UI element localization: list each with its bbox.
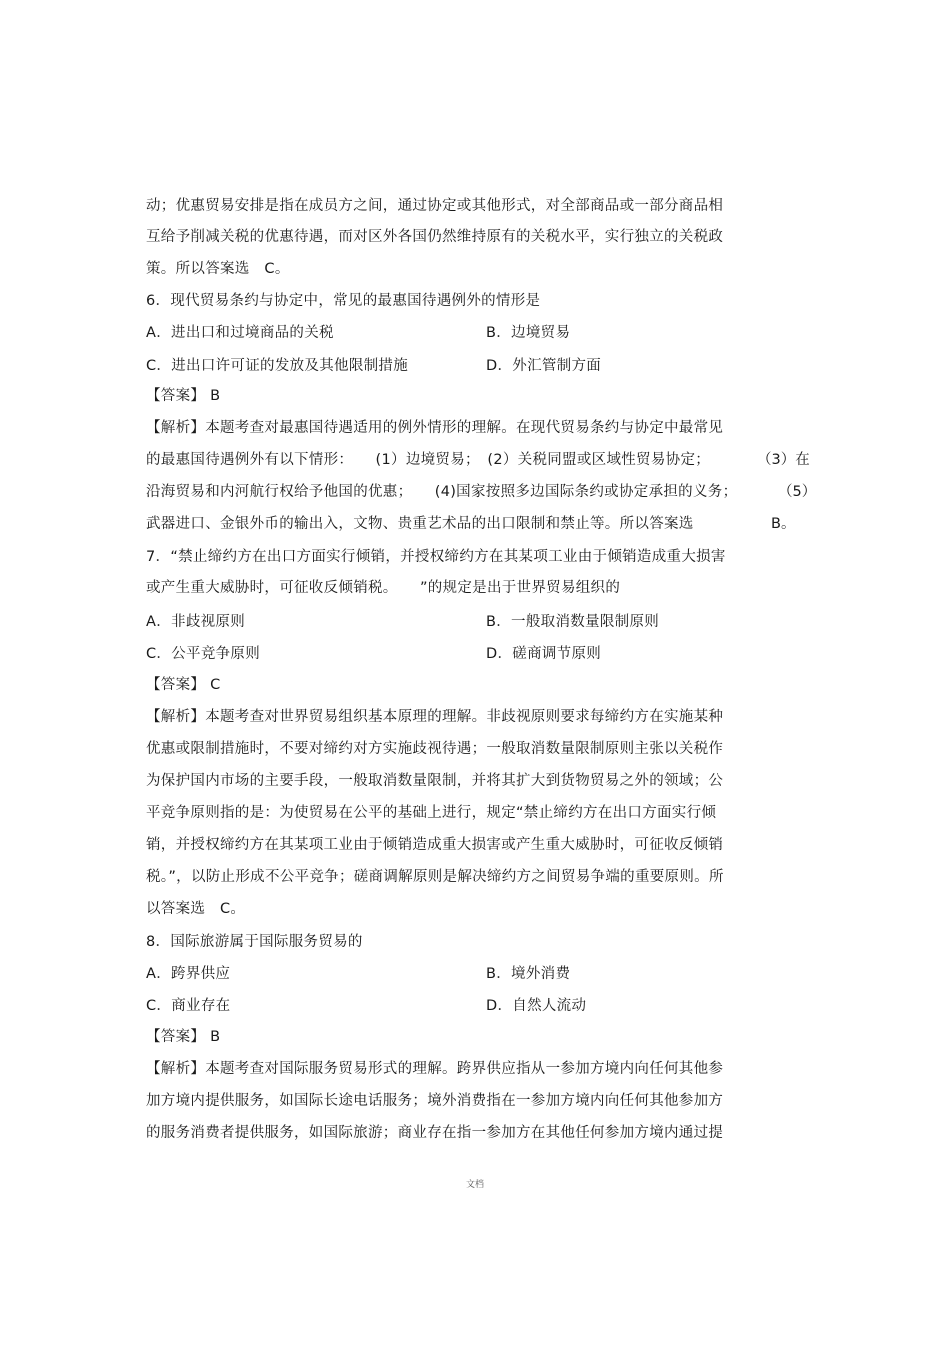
analysis-6-line: 的最惠国待遇例外有以下情形： (1）边境贸易； (2）关税同盟或区域性贸易协定；: [146, 452, 711, 468]
answer-7: 【答案】 C: [146, 677, 221, 693]
option-8a: A．跨界供应: [146, 966, 231, 982]
analysis-7-line: 税。”，以防止形成不公平竞争；磋商调解原则是解决缔约方之间贸易争端的重要原则。所: [146, 869, 724, 885]
text-line: 动；优惠贸易安排是指在成员方之间，通过协定或其他形式，对全部商品或一部分商品相: [146, 198, 724, 214]
analysis-6-line: 沿海贸易和内河航行权给予他国的优惠； (4)国家按照多边国际条约或协定承担的义务；: [146, 484, 738, 500]
option-8d: D．自然人流动: [486, 998, 587, 1014]
analysis-7-line: 为保护国内市场的主要手段，一般取消数量限制，并将其扩大到货物贸易之外的领域；公: [146, 773, 724, 789]
answer-8: 【答案】 B: [146, 1029, 221, 1045]
option-6c: C．进出口许可证的发放及其他限制措施: [146, 358, 409, 374]
answer-6: 【答案】 B: [146, 388, 221, 404]
option-8b: B．境外消费: [486, 966, 571, 982]
text-line: 互给予削减关税的优惠待遇，而对区外各国仍然维持原有的关税水平，实行独立的关税政: [146, 229, 724, 245]
option-7a: A．非歧视原则: [146, 614, 246, 630]
analysis-8-line: 的服务消费者提供服务，如国际旅游；商业存在指一参加方在其他任何参加方境内通过提: [146, 1125, 724, 1141]
analysis-8-line: 加方境内提供服务，如国际长途电话服务；境外消费指在一参加方境内向任何其他参加方: [146, 1093, 724, 1109]
text-line: 策。所以答案选 C。: [146, 261, 290, 277]
option-6a: A．进出口和过境商品的关税: [146, 325, 334, 341]
analysis-6-tail: （5）: [778, 484, 817, 500]
analysis-6-tail: B。: [771, 516, 796, 532]
analysis-7-line: 优惠或限制措施时，不要对缔约对方实施歧视待遇；一般取消数量限制原则主张以关税作: [146, 741, 724, 757]
option-6d: D．外汇管制方面: [486, 358, 602, 374]
analysis-7-line: 销，并授权缔约方在其某项工业由于倾销造成重大损害或产生重大威胁时，可征收反倾销: [146, 837, 724, 853]
analysis-7-line: 以答案选 C。: [146, 901, 246, 917]
analysis-7-line: 【解析】本题考查对世界贸易组织基本原理的理解。非歧视原则要求每缔约方在实施某种: [146, 709, 724, 725]
option-7c: C．公平竞争原则: [146, 646, 261, 662]
question-7: 或产生重大威胁时，可征收反倾销税。 ”的规定是出于世界贸易组织的: [146, 580, 621, 596]
question-8: 8．国际旅游属于国际服务贸易的: [146, 934, 363, 950]
option-6b: B．边境贸易: [486, 325, 571, 341]
analysis-6-line: 武器进口、金银外币的输出入，文物、贵重艺术品的出口限制和禁止等。所以答案选: [146, 516, 694, 532]
page-footer: 文档: [465, 1180, 484, 1190]
analysis-6-line: 【解析】本题考查对最惠国待遇适用的例外情形的理解。在现代贸易条约与协定中最常见: [146, 420, 724, 436]
analysis-6-tail: （3）在: [757, 452, 810, 468]
option-7b: B．一般取消数量限制原则: [486, 614, 660, 630]
analysis-8-line: 【解析】本题考查对国际服务贸易形式的理解。跨界供应指从一参加方境内向任何其他参: [146, 1061, 724, 1077]
question-6: 6．现代贸易条约与协定中，常见的最惠国待遇例外的情形是: [146, 293, 541, 309]
option-8c: C．商业存在: [146, 998, 231, 1014]
analysis-7-line: 平竞争原则指的是：为使贸易在公平的基础上进行，规定“禁止缔约方在出口方面实行倾: [146, 805, 717, 821]
option-7d: D．磋商调节原则: [486, 646, 602, 662]
question-7: 7．“禁止缔约方在出口方面实行倾销，并授权缔约方在其某项工业由于倾销造成重大损害: [146, 549, 726, 565]
